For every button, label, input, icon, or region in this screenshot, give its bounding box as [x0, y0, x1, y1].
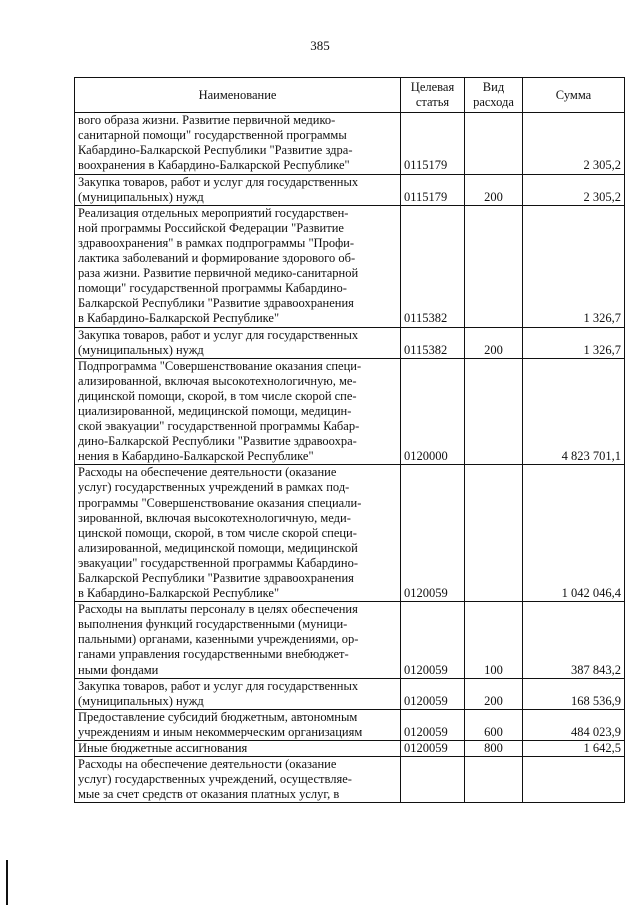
table-row: [75, 358, 625, 465]
row-name-line: выполнения функций государственными (муници-: [78, 617, 348, 632]
row-sum: 2 305,2: [523, 113, 625, 174]
row-sum: 1 642,5: [523, 741, 625, 757]
row-name-line: дицинской помощи, скорой, в том числе скорой спе-: [78, 388, 357, 403]
scan-edge-mark: [6, 860, 8, 905]
row-name-line: Расходы на обеспечение деятельности (оказание: [78, 465, 337, 480]
row-sum: 484 023,9: [523, 709, 625, 740]
row-sum: 2 305,2: [523, 174, 625, 205]
row-name-line: услуг) государственных учреждений, осуществляе-: [78, 772, 352, 787]
table-row: [75, 709, 625, 740]
page-number: 385: [310, 38, 330, 53]
row-type: 200: [465, 327, 523, 358]
row-name-line: Балкарской Республики "Развитие здравоохранения: [78, 296, 354, 311]
row-name-line: Реализация отдельных мероприятий государствен-: [78, 205, 349, 220]
row-name-line: нения в Кабардино-Балкарской Республике": [78, 449, 314, 464]
header-article-line2: статья: [415, 95, 450, 110]
row-name-line: здравоохранения" в рамках подпрограммы "Профи-: [78, 235, 355, 250]
row-type: [465, 465, 523, 602]
row-name-line: (муниципальных) нужд: [78, 693, 204, 708]
table-row: [75, 465, 625, 602]
row-name: [75, 174, 401, 205]
row-sum: 1 042 046,4: [523, 465, 625, 602]
row-name-line: ализированной, включая высокотехнологичную, ме-: [78, 373, 357, 388]
row-name-line: Подпрограмма "Совершенствование оказания специ-: [78, 358, 362, 373]
row-name: [75, 465, 401, 602]
header-sum: Сумма: [523, 78, 625, 113]
row-name-line: раза жизни. Развитие первичной медико-санитарной: [78, 266, 359, 281]
header-name: Наименование: [75, 78, 401, 113]
row-type: [465, 358, 523, 465]
row-article: 0120059: [401, 602, 465, 678]
row-name-line: Расходы на выплаты персоналу в целях обеспечения: [78, 602, 358, 617]
row-article: 0120059: [401, 709, 465, 740]
row-type: 800: [465, 741, 523, 757]
budget-table: [74, 77, 625, 803]
row-name-line: ными фондами: [78, 662, 159, 677]
row-name-line: Предоставление субсидий бюджетным, автономным: [78, 709, 358, 724]
row-name-line: мые за счет средств от оказания платных услуг, в: [78, 787, 340, 802]
header-type-line1: Вид: [482, 80, 505, 94]
row-name-line: помощи" государственной программы Кабардино-: [78, 281, 347, 296]
row-name-line: эвакуации" государственной программы Кабардино-: [78, 555, 359, 570]
row-name-line: ализированной, медицинской помощи, медицинской: [78, 540, 358, 555]
row-article: 0115179: [401, 113, 465, 174]
table-row: [75, 678, 625, 709]
row-name: [75, 602, 401, 678]
row-name-line: Балкарской Республики "Развитие здравоохранения: [78, 571, 354, 585]
row-name-line: ной программы Российской Федерации "Развитие: [78, 220, 344, 235]
row-name: [75, 327, 401, 358]
row-name-line: в Кабардино-Балкарской Республике": [78, 586, 280, 601]
row-name-line: зированной, включая высокотехнологичную, меди-: [78, 510, 351, 525]
table-row: [75, 174, 625, 205]
row-name-line: в Кабардино-Балкарской Республике": [78, 311, 280, 326]
row-article: 0120059: [401, 465, 465, 602]
table-row: [75, 741, 625, 757]
row-type: 200: [465, 174, 523, 205]
row-sum: 4 823 701,1: [523, 358, 625, 465]
row-name-line: (муниципальных) нужд: [78, 342, 204, 357]
row-name-line: лактика заболеваний и формирование здорового об-: [78, 251, 356, 266]
row-article: 0115179: [401, 174, 465, 205]
row-type: [465, 113, 523, 174]
row-name-line: ганами управления государственными внебюджет-: [78, 647, 349, 662]
row-sum: 168 536,9: [523, 678, 625, 709]
table-row: [75, 602, 625, 678]
row-article: 0120059: [401, 741, 465, 757]
table-header-row: [75, 78, 625, 113]
row-name-line: программы "Совершенствование оказания специали-: [78, 495, 362, 510]
row-sum: 1 326,7: [523, 327, 625, 358]
row-name-line: Расходы на обеспечение деятельности (оказание: [78, 757, 337, 772]
header-type: [465, 78, 523, 113]
row-type: [465, 757, 523, 803]
row-name-line: пальными) органами, казенными учреждениями, ор-: [78, 632, 359, 647]
row-sum: 1 326,7: [523, 205, 625, 327]
table-row: [75, 757, 625, 803]
row-type: 100: [465, 602, 523, 678]
row-name: [75, 113, 401, 174]
row-name: [75, 741, 401, 757]
table-row: [75, 205, 625, 327]
row-name: [75, 709, 401, 740]
row-name-line: Закупка товаров, работ и услуг для государственных: [78, 678, 359, 693]
row-article: [401, 757, 465, 803]
table-row: [75, 327, 625, 358]
row-name-line: (муниципальных) нужд: [78, 189, 204, 204]
row-name-line: Иные бюджетные ассигнования: [78, 741, 248, 756]
row-name-line: Кабардино-Балкарской Республики "Развитие здра-: [78, 143, 353, 158]
row-name-line: учреждениям и иным некоммерческим организациям: [78, 724, 363, 739]
row-name-line: ской эвакуации" государственной программы Кабар-: [78, 419, 360, 434]
row-article: 0120000: [401, 358, 465, 465]
row-name: [75, 205, 401, 327]
row-type: 600: [465, 709, 523, 740]
header-article-line1: Целевая: [410, 80, 455, 94]
row-name-line: циализированной, медицинской помощи, медицин-: [78, 403, 352, 418]
header-type-line2: расхода: [473, 95, 514, 110]
row-name-line: Закупка товаров, работ и услуг для государственных: [78, 174, 359, 189]
row-type: [465, 205, 523, 327]
row-name-line: воохранения в Кабардино-Балкарской Республике": [78, 158, 350, 173]
row-sum: [523, 757, 625, 803]
row-name: [75, 757, 401, 803]
table-row: [75, 113, 625, 174]
row-name-line: цинской помощи, скорой, в том числе скорой специ-: [78, 525, 357, 540]
header-article: [401, 78, 465, 113]
row-article: 0115382: [401, 205, 465, 327]
row-sum: 387 843,2: [523, 602, 625, 678]
row-article: 0115382: [401, 327, 465, 358]
row-name-line: Закупка товаров, работ и услуг для государственных: [78, 327, 359, 342]
row-type: 200: [465, 678, 523, 709]
row-name: [75, 358, 401, 465]
row-name-line: санитарной помощи" государственной программы: [78, 128, 347, 143]
row-name-line: услуг) государственных учреждений в рамках под-: [78, 480, 350, 495]
row-name-line: вого образа жизни. Развитие первичной медико-: [78, 113, 336, 128]
row-name-line: дино-Балкарской Республики "Развитие здравоохра-: [78, 434, 357, 449]
row-article: 0120059: [401, 678, 465, 709]
row-name: [75, 678, 401, 709]
